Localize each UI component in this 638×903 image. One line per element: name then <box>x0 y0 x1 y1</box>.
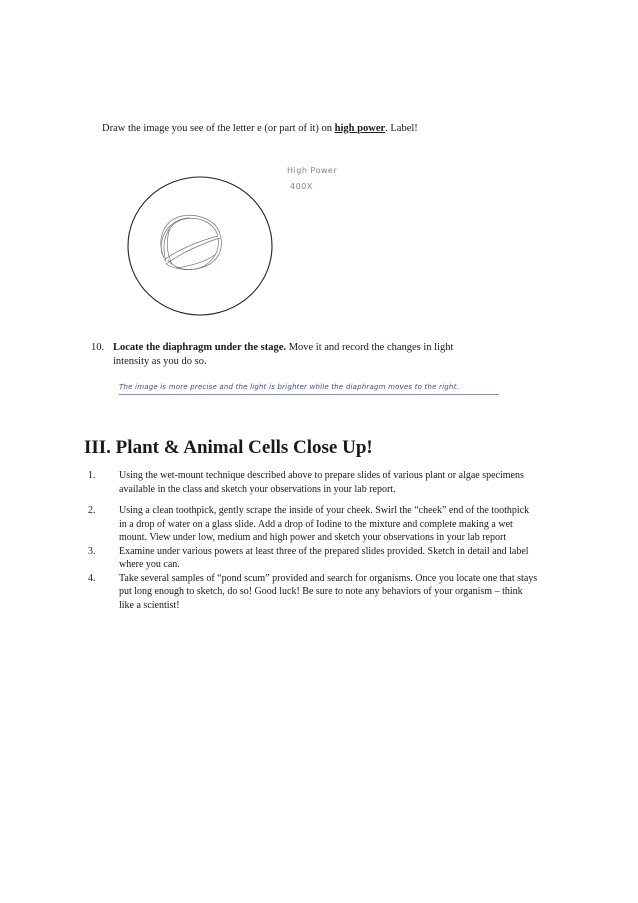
list-item <box>88 545 538 572</box>
question-lead: Locate the diaphragm under the stage. <box>113 342 287 353</box>
field-of-view-circle <box>128 177 272 315</box>
list-item <box>88 469 538 496</box>
step-text: Using a clean toothpick, gently scrape the inside of your cheek. Swirl the “cheek” end of the toothpick in a drop of water on a glass slide. Add a drop of Iodine to the mixture and complete making a wet mount. View under low, medium and high power and sketch your observations in your lab report <box>119 505 530 543</box>
step-text: Using the wet-mount technique described above to prepare slides of various plant or algae specimens available in the class and sketch your observations in your lab report. <box>119 470 524 495</box>
question-number: 10. <box>91 342 105 353</box>
instruction-text-before: Draw the image you see of the letter e (or part of it) on <box>102 123 335 134</box>
step-number: 3. <box>88 545 96 557</box>
answer-underline <box>119 394 499 395</box>
instruction-emphasis: high power <box>334 123 386 134</box>
drawing-label-magnification: 400X <box>290 182 313 191</box>
step-number: 2. <box>88 505 96 516</box>
step-text: Take several samples of “pond scum” provided and search for organisms. Once you locate one that stays put long enough to sketch, do so! Good luck! Be sure to note any behaviors of your organism – think like a scientist! <box>119 572 538 611</box>
step-number: 1. <box>88 470 96 481</box>
list-item <box>88 504 538 545</box>
question-continuation: intensity as you do so. <box>113 356 207 367</box>
step-number: 4. <box>88 572 96 584</box>
drawing-label-power: High Power <box>287 166 338 175</box>
question-10 <box>91 341 531 369</box>
instruction-text-after: . Label! <box>385 123 418 134</box>
list-item <box>88 572 538 613</box>
procedure-list <box>88 469 538 612</box>
section-title: III. Plant & Animal Cells Close Up! <box>84 437 373 458</box>
step-text: Examine under various powers at least three of the prepared slides provided. Sketch in detail and label where you can. <box>119 545 529 570</box>
drawing-instruction <box>102 123 542 134</box>
question-rest: Move it and record the changes in light <box>286 342 454 353</box>
microscope-field-drawing <box>120 168 280 323</box>
handwritten-answer: The image is more precise and the light is brighter while the diaphragm moves to the right. <box>119 383 459 391</box>
letter-e-sketch <box>161 215 222 269</box>
